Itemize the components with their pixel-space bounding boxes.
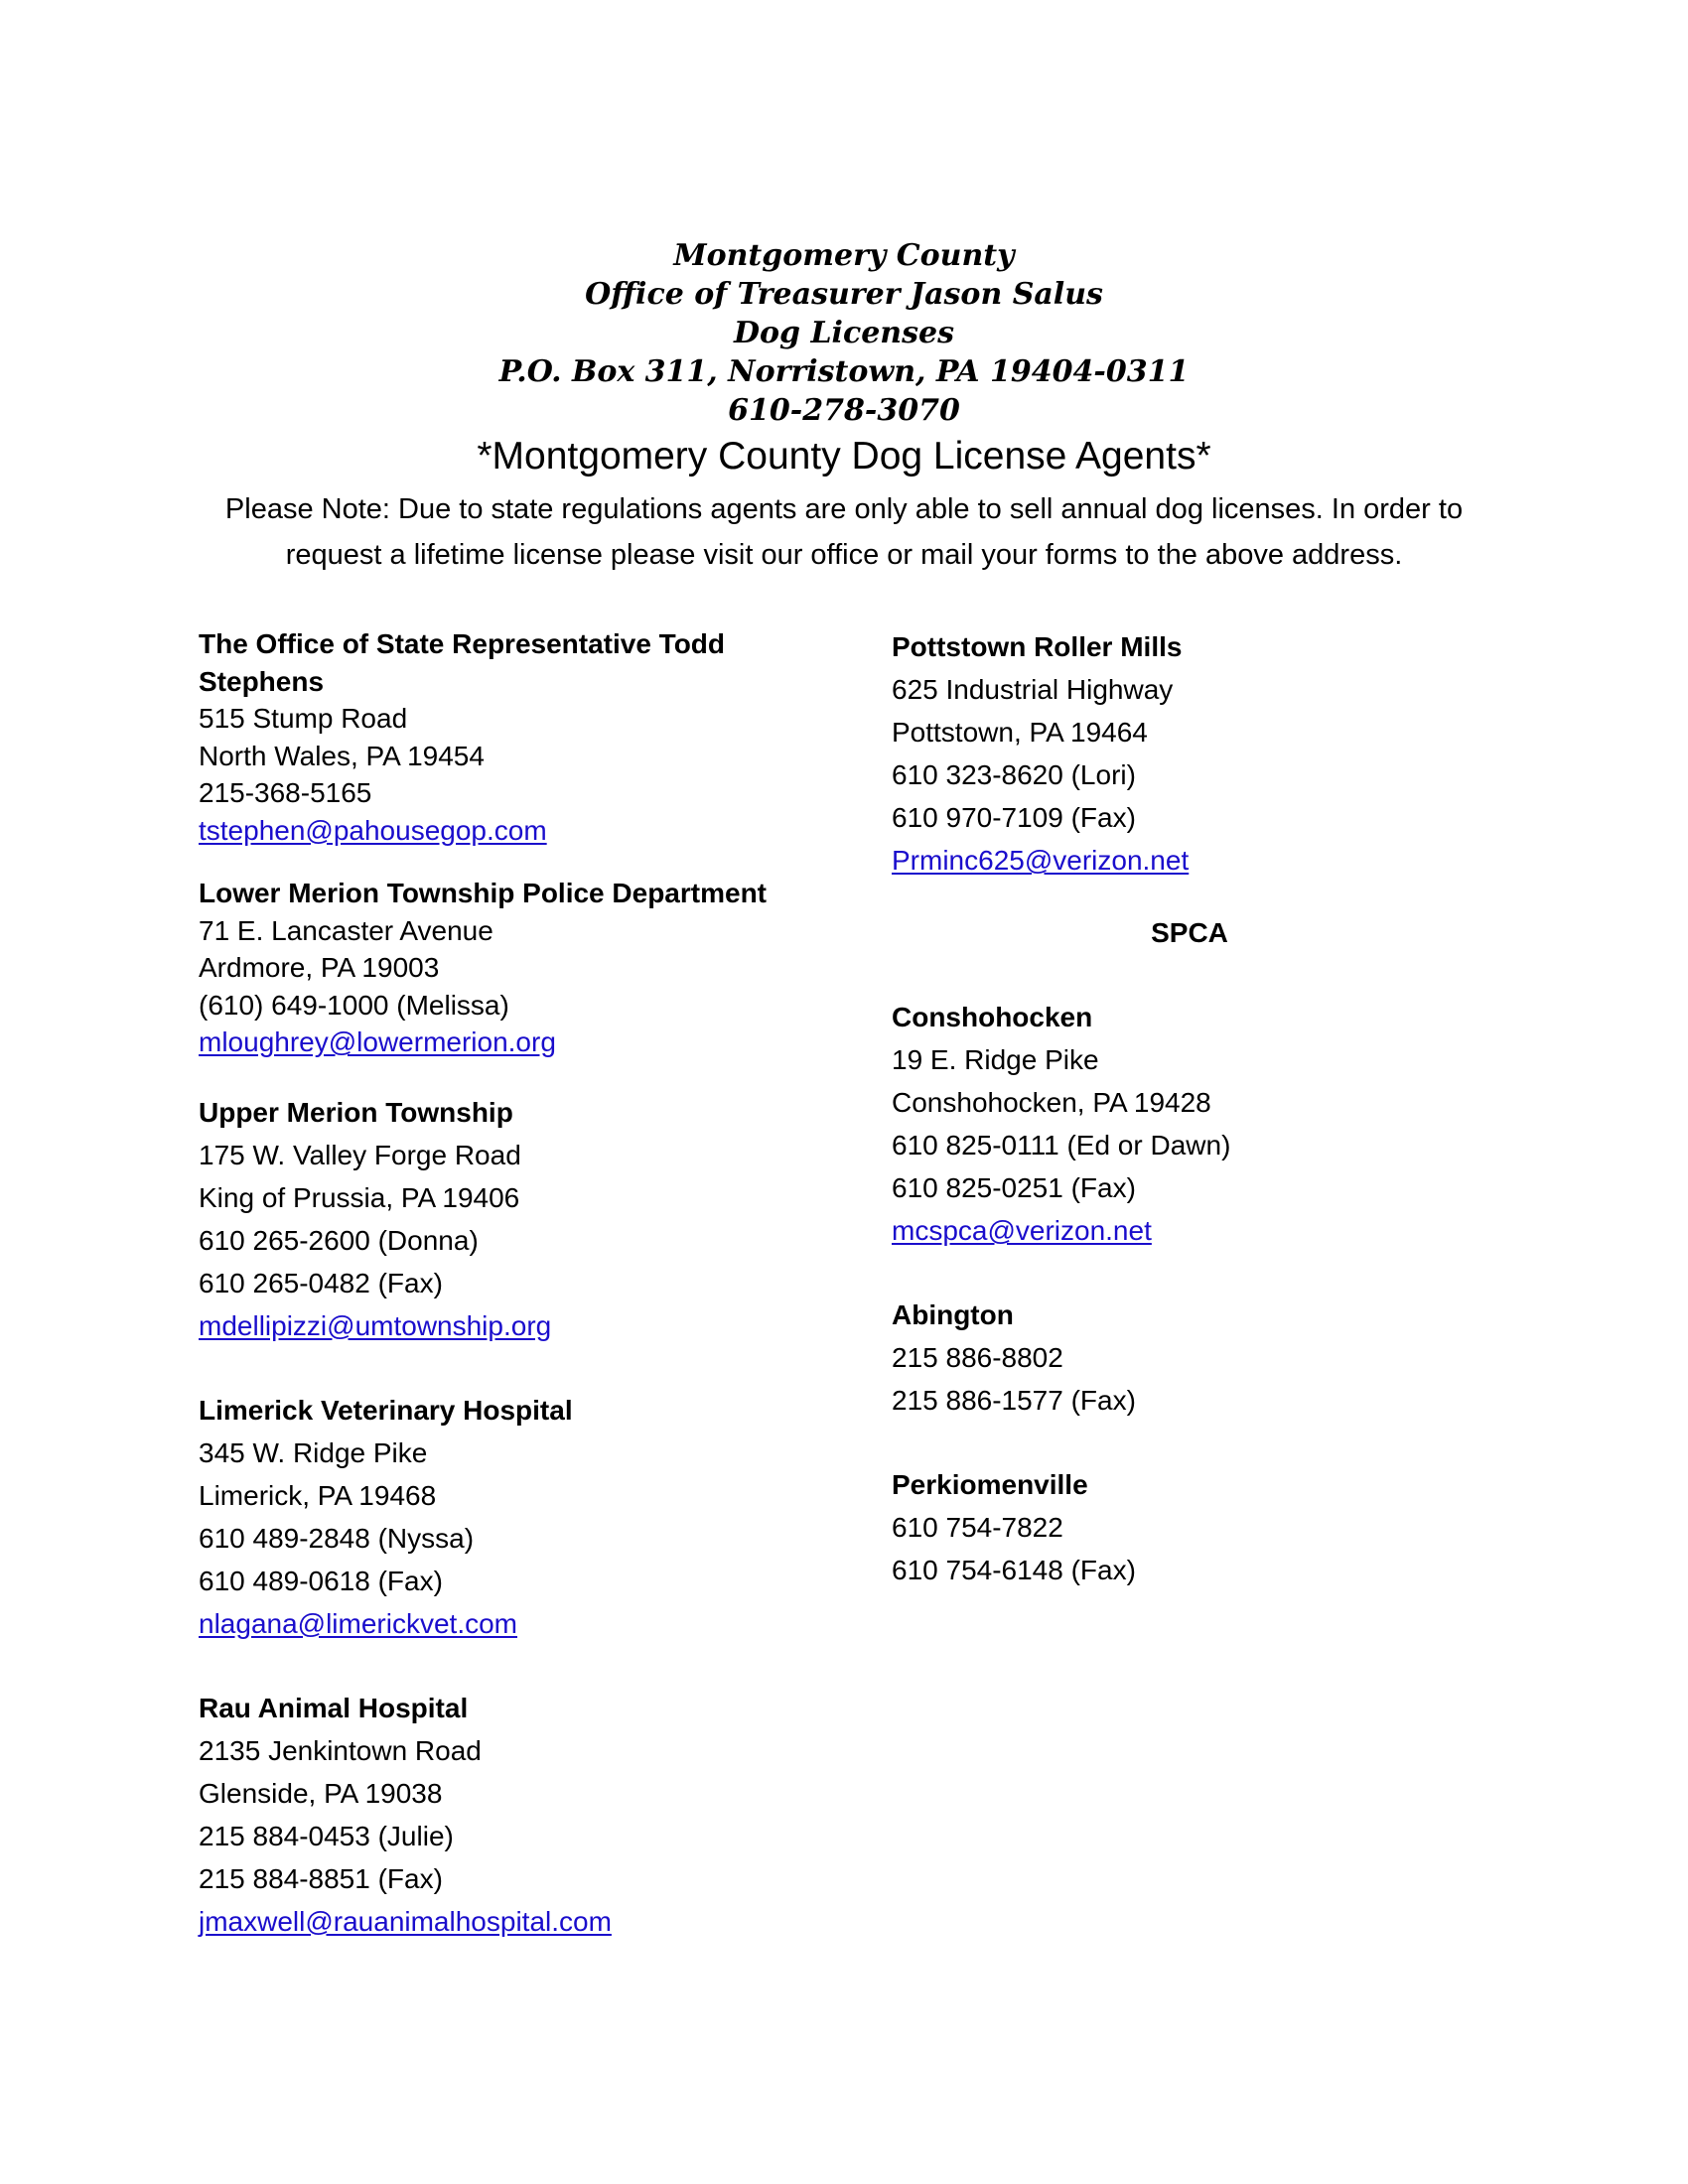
agent-entry-spca-abington [892,1294,1487,1422]
agent-phone: 215-368-5165 [199,777,372,808]
agent-entry-todd-stephens [199,625,794,849]
agent-street: 175 W. Valley Forge Road [199,1139,521,1170]
agent-city: North Wales, PA 19454 [199,740,485,771]
agent-street: 625 Industrial Highway [892,674,1174,705]
office-phone: 610-278-3070 [728,393,960,428]
agent-name: Perkiomenville [892,1469,1088,1500]
agent-entry-rau-animal [199,1687,794,1943]
agent-city: Ardmore, PA 19003 [199,952,440,983]
agent-name: Limerick Veterinary Hospital [199,1394,573,1426]
agent-email-link[interactable]: tstephen@pahousegop.com [199,814,547,846]
left-agent-column [199,625,794,1984]
agent-city: Pottstown, PA 19464 [892,717,1148,748]
agent-email-link[interactable]: jmaxwell@rauanimalhospital.com [199,1905,612,1937]
agent-name: Abington [892,1299,1014,1330]
agent-email-link[interactable]: Prminc625@verizon.net [892,845,1190,876]
agent-entry-lower-merion [199,875,794,1061]
agent-phone: 610 265-2600 (Donna) [199,1224,479,1256]
right-agent-column [892,625,1487,1633]
agent-fax: 610 970-7109 (Fax) [892,802,1136,833]
agent-city: King of Prussia, PA 19406 [199,1181,520,1213]
agent-fax: 215 886-1577 (Fax) [892,1385,1136,1416]
treasurer-office: Office of Treasurer Jason Salus [585,277,1103,312]
agent-entry-pottstown-roller-mills [892,625,1487,882]
agent-name: The Office of State Representative Todd Stephens [199,628,726,697]
agent-street: 515 Stump Road [199,703,408,734]
agent-city: Limerick, PA 19468 [199,1479,437,1511]
agent-phone: (610) 649-1000 (Melissa) [199,989,509,1021]
agent-name: Pottstown Roller Mills [892,631,1183,662]
agent-email-link[interactable]: mcspca@verizon.net [892,1215,1152,1246]
agent-phone: 215 884-0453 (Julie) [199,1820,454,1851]
county-name: Montgomery County [673,238,1015,273]
agent-fax: 215 884-8851 (Fax) [199,1862,443,1894]
agent-email-link[interactable]: nlagana@limerickvet.com [199,1607,517,1639]
agent-street: 2135 Jenkintown Road [199,1734,482,1766]
agent-name: Upper Merion Township [199,1096,513,1128]
agent-street: 345 W. Ridge Pike [199,1436,428,1468]
agent-fax: 610 825-0251 (Fax) [892,1172,1136,1203]
agent-entry-spca-conshohocken [892,996,1487,1252]
agent-name: Conshohocken [892,1002,1093,1032]
agent-fax: 610 754-6148 (Fax) [892,1555,1136,1585]
agents-title: *Montgomery County Dog License Agents* [477,435,1211,478]
agent-entry-limerick-vet [199,1389,794,1645]
lifetime-license-note: Please Note: Due to state regulations agents are only able to sell annual dog licenses. In order to request a lifetime license please visit our office or mail your forms to the above address. [224,493,1464,571]
agent-phone: 610 489-2848 (Nyssa) [199,1522,475,1554]
agent-name: Lower Merion Township Police Department [199,878,767,908]
agent-phone: 610 323-8620 (Lori) [892,759,1136,790]
agent-email-link[interactable]: mloughrey@lowermerion.org [199,1026,556,1057]
agent-phone: 610 825-0111 (Ed or Dawn) [892,1130,1231,1160]
agent-street: 19 E. Ridge Pike [892,1044,1099,1075]
agent-name: Rau Animal Hospital [199,1692,469,1723]
document-header [0,236,1688,481]
mailing-address: P.O. Box 311, Norristown, PA 19404-0311 [498,354,1190,389]
agent-entry-spca-perkiomenville [892,1463,1487,1591]
agent-fax: 610 265-0482 (Fax) [199,1267,443,1298]
agent-phone: 610 754-7822 [892,1512,1063,1543]
agent-city: Glenside, PA 19038 [199,1777,443,1809]
agent-phone: 215 886-8802 [892,1342,1063,1373]
agent-entry-upper-merion [199,1091,794,1347]
spca-heading: SPCA [1151,917,1228,948]
agent-email-link[interactable]: mdellipizzi@umtownship.org [199,1309,552,1341]
agent-city: Conshohocken, PA 19428 [892,1087,1211,1118]
agent-fax: 610 489-0618 (Fax) [199,1565,443,1596]
department-name: Dog Licenses [734,316,954,350]
agent-street: 71 E. Lancaster Avenue [199,914,493,946]
